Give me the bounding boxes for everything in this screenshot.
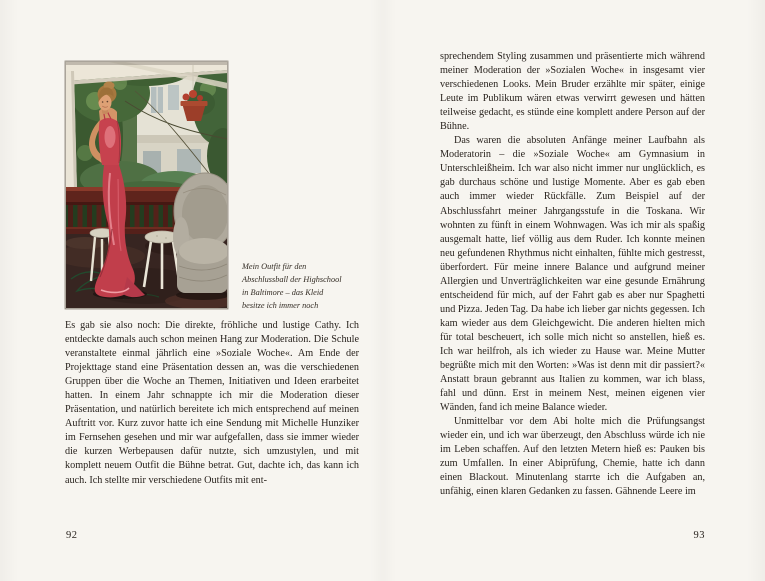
left-body-paragraph: Es gab sie also noch: Die direkte, fröhliche und lustige Cathy. Ich entdeckte damals auch schon meinen Hang zur Moderation. Die Schule veranstaltete einmal jährlich eine »Soziale Woche«. Am Ende der Projekttage stand eine Präsentation dessen an, was die verschiedenen Gruppen über die Woche an Themen, Initiativen und Ideen erarbeitet hatten. In einem Jahr schnappte ich mir die Moderation dieser Präsentation, und natürlich bereitete ich mich entsprechend auf meinen Auftritt vor. Kurz zuvor hatte ich eine Sendung mit Michelle Hunziker im Fernsehen gesehen und mir war aufgefallen, dass sie immer wieder die kurzen Werbepausen dafür nutzte, sich umzustylen, und mit komplett neuem Outfit die Bühne betrat. Gut, dachte ich, das kann ich auch. Ich stellte mir verschiedene Outfits mit ent- <box>65 320 359 486</box>
prom-dress-photo <box>65 61 228 309</box>
page-number-right: 93 <box>693 530 705 541</box>
prom-dress-photo-illustration <box>65 61 228 309</box>
right-page-body <box>440 50 705 500</box>
photo-caption: Mein Outfit für den Abschlussball der Highschool in Baltimore – das Kleid besitze ich immer noch <box>242 262 342 310</box>
page-number-left: 92 <box>66 530 78 541</box>
left-page-body <box>65 319 359 488</box>
right-body-paragraph-3: Unmittelbar vor dem Abi holte mich die Prüfungsangst wieder ein, und ich war überzeugt, den Abschluss würde ich nie im Leben schaffen. Auf den letzten Metern hieß es: Pauken bis zum Umfallen. In einer Abiprüfung, Chemie, hatte ich dann einen Blackout. Minutenlang starrte ich die Aufgaben an, unfähig, einen klaren Gedanken zu fassen. Gähnende Leere im <box>440 416 705 498</box>
right-body-paragraph-1: sprechendem Styling zusammen und präsentierte mich während meiner Moderation der »Sozialen Woche« in insgesamt vier verschiedenen Looks. Mein Bruder erzählte mir später, einige Leute im Publikum wären etwas verwirrt gewesen und hätten teilweise gedacht, es stünde eine komplett andere Person auf der Bühne. <box>440 51 705 133</box>
right-body-paragraph-2: Das waren die absoluten Anfänge meiner Laufbahn als Moderatorin – die »Soziale Woche« am Gymnasium in Unterschleißheim. Ich war also nicht immer nur unglücklich, es gab durchaus schöne und lustige Momente. Aber es gab eben auch immer wieder Rückfälle. Zum Beispiel auf der Abschlussfahrt meiner Jahrgangsstufe in die Toskana. Wir wohnten zu fünft in einem Wohnwagen. Was ich mir als spaßig ausgemalt hatte, lief völlig aus dem Ruder. Ich konnte meinen neu gefundenen Rhythmus nicht einhalten, fühlte mich gestresst, überfordert. Für meine innere Balance und aufgrund meiner Allergien und Unverträglichkeiten war eine gesunde Ernährung entscheidend für mich, auf der Fahrt gab es aber nur Spaghetti und Pizza. Jeden Tag. Da habe ich lieber gar nichts gegessen. Ich kam wieder aus dem Gleichgewicht. Die anderen hielten mich für total bescheuert, ich solle mich nicht so anstellen, hieß es. Ich war heilfroh, als ich wieder zu Hause war. Meine Mutter begrüßte mich mit den Worten: »Was ist denn mit dir passiert?« Anstatt braun gebrannt aus Italien zu kommen, war ich blass, fahl und dünn. Erst in meinem Nest, meinen eigenen vier Wänden, fand ich meine Balance wieder. <box>440 135 706 414</box>
